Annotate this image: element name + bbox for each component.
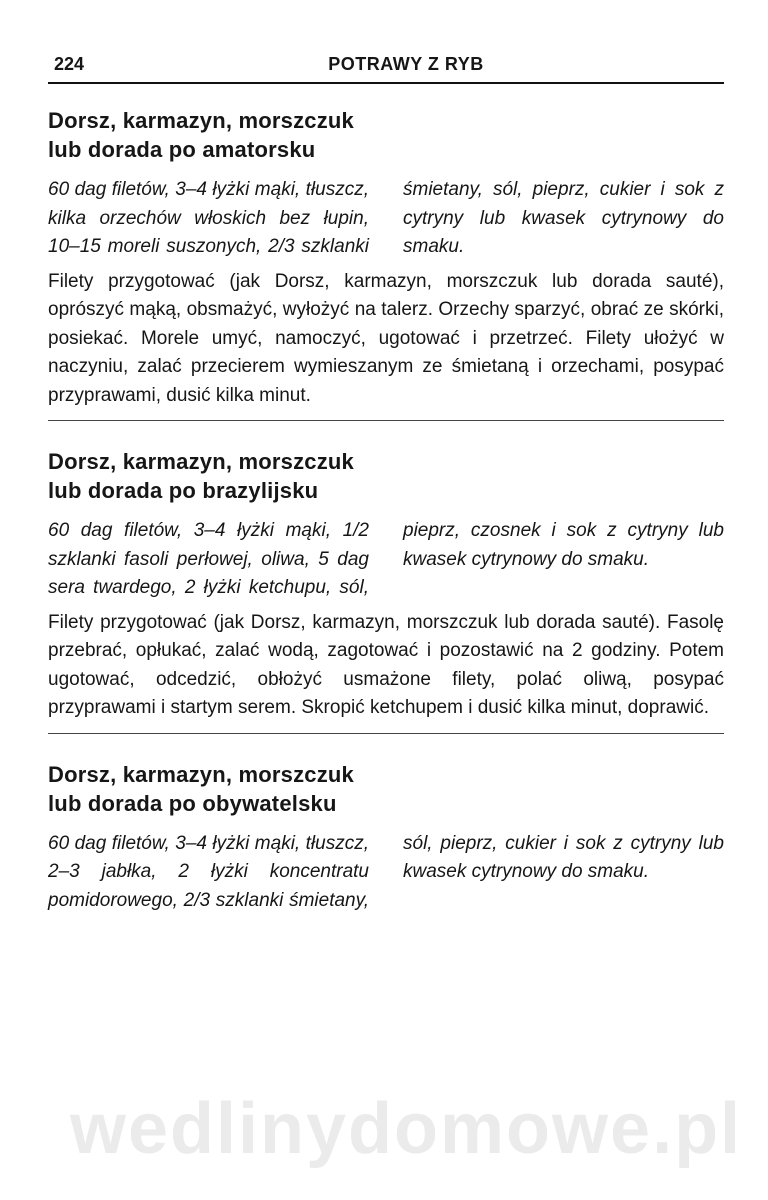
recipe-ingredients: 60 dag filetów, 3–4 łyżki mąki, tłuszcz, kilka orzechów włoskich bez łupin, 10–15 moreli suszonych, 2/3 szklanki śmietany, sól, pieprz, cukier i sok z cytryny lub kwasek cytrynowy do smaku.	[48, 179, 724, 257]
recipe-ingredients: 60 dag filetów, 3–4 łyżki mąki, 1/2 szklanki fasoli perłowej, oliwa, 5 dag sera twardego, 2 łyżki ketchupu, sól, pieprz, czosnek i sok z cytryny lub kwasek cytrynowy do smaku.	[48, 520, 724, 598]
running-title: POTRAWY Z RYB	[328, 54, 484, 74]
recipe-title: Dorsz, karmazyn, morszczuk lub dorada po amatorsku	[48, 108, 354, 162]
recipe-title: Dorsz, karmazyn, morszczuk lub dorada po brazylijsku	[48, 449, 354, 503]
recipe-title: Dorsz, karmazyn, morszczuk lub dorada po obywatelsku	[48, 761, 354, 816]
page-number: 224	[54, 54, 85, 74]
recipe-obywatelsku	[48, 760, 724, 916]
recipe-instructions: Filety przygotować (jak Dorsz, karmazyn, morszczuk lub dorada sauté), oprószyć mąką, obsmażyć, wyłożyć na talerz. Orzechy sparzyć, obrać ze skórki, posiekać. Morele umyć, namoczyć, ugotować i przetrzeć. Filety ułożyć w naczyniu, zalać przecierem wymieszanym ze śmietaną i orzechami, posypać przyprawami, dusić kilka minut.	[48, 270, 724, 406]
watermark-text: wedlinydomowe.pl	[70, 1089, 743, 1169]
recipe-ingredients: 60 dag filetów, 3–4 łyżki mąki, tłuszcz, 2–3 jabłka, 2 łyżki koncentratu pomidorowego, 2/3 szklanki śmietany, sól, pieprz, cukier i sok z cytryny lub kwasek cytrynowy do smaku.	[48, 832, 724, 911]
recipe-brazylijsku	[48, 447, 724, 734]
section-divider	[48, 420, 724, 421]
recipe-amatorsku	[48, 106, 724, 421]
page-header	[48, 48, 724, 84]
section-divider	[48, 733, 724, 734]
recipe-instructions: Filety przygotować (jak Dorsz, karmazyn, morszczuk lub dorada sauté). Fasolę przebrać, opłukać, zalać wodą, zagotować i pozostawić na 2 godziny. Potem ugotować, odcedzić, obłożyć usmażone filety, polać oliwą, posypać przyprawami i startym serem. Skropić ketchupem i dusić kilka minut, doprawić.	[48, 611, 724, 718]
book-page	[48, 48, 724, 1168]
